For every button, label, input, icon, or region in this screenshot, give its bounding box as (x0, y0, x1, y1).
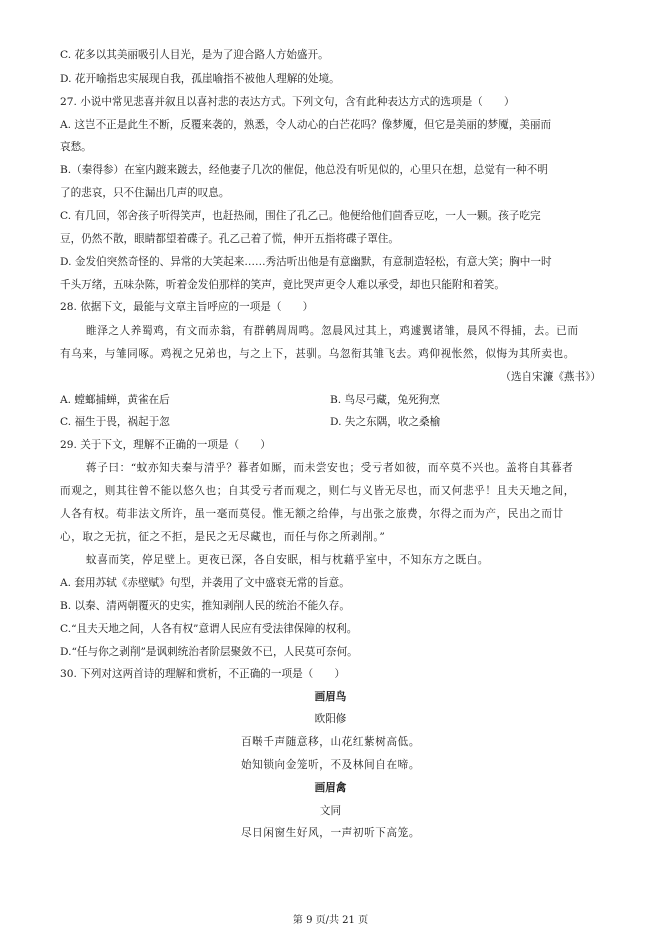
poem1-line2: 始知锁向金笼听，不及林间自在啼。 (240, 759, 421, 771)
q27-option-b-line2: 了的悲哀，只不住漏出几声的叹息。 (60, 187, 230, 199)
q27-option-b-line1: B.（秦得参）在室内踱来踱去，经他妻子几次的催促，他总没有听见似的，心里只在想，总觉有一种不明 (60, 164, 548, 176)
poem2-title: 画眉禽 (314, 782, 347, 794)
q27-option-a-line2: 哀愁。 (60, 141, 92, 153)
q27-option-d-line1: D. 金发伯突然奇怪的、异常的大笑起来……秀沽听出他是有意幽默，有意制造轻松，有意大笑；胸中一时 (60, 256, 552, 268)
q29-passage-line4: 心，取之无抗，征之不拒，是民之无尽藏也，而任与你之所剥削。” (60, 531, 386, 543)
page-footer: 第 9 页/共 21 页 (292, 915, 369, 926)
q28-option-d: D. 失之东隅，收之桑榆 (330, 416, 441, 428)
option-c-prev: C. 花多以其美丽吸引人目光，是为了迎合路人方始盛开。 (60, 49, 329, 61)
question-30: 30. 下列对这两首诗的理解和赏析，不正确的一项是（ ） (60, 668, 346, 680)
q29-passage-line5: 蚊喜而笑，停足壁上。更夜已深，各自安眠，相与枕藉乎室中，不知东方之既白。 (86, 554, 489, 566)
question-28: 28. 依据下文，最能与文章主旨呼应的一项是（ ） (60, 301, 314, 313)
question-29: 29. 关于下文，理解不正确的一项是（ ） (60, 439, 271, 451)
option-d-prev: D. 花开喻指忠实展现自我，孤崖喻指不被他人理解的处境。 (60, 73, 340, 85)
q28-passage-line2: 有乌来，与雏同啄。鸡视之兄弟也，与之上下，甚驯。乌忽衔其雏飞去。鸡仰视怅然，似悔为其所卖也。 (60, 348, 575, 360)
poem2-line1: 尽日闲窗生好风，一声初听下高笼。 (240, 827, 421, 839)
q29-passage-line1: 蒋子曰：“蚊亦知夫秦与清乎？暮者如厮，而未尝安也；受亏者如彼，而卒莫不兴也。盖将自其暮者 (86, 462, 574, 474)
question-27: 27. 小说中常见悲喜并叙且以喜衬悲的表达方式。下列文句，含有此种表达方式的选项是（ ） (60, 96, 515, 108)
q29-option-d: D.“任与你之剥削”是讽刺统治者阶层聚敛不已，人民莫可奈何。 (60, 646, 358, 658)
q29-option-a: A. 套用苏轼《赤壁赋》句型，并袭用了文中盛衰无常的旨意。 (60, 577, 350, 589)
poem1-line1: 百啭千声随意移，山花红紫树高低。 (240, 736, 421, 748)
q29-option-c: C.“且夫天地之间，人各有权”意谓人民应有受法律保障的权利。 (60, 623, 358, 635)
q27-option-a-line1: A. 这岂不正是此生不断，反覆来袭的，熟悉，令人动心的白芒花吗？像梦魇，但它是美丽的梦魇，美丽而 (60, 119, 552, 131)
poem1-title: 画眉鸟 (314, 691, 347, 703)
q28-option-b: B. 鸟尽弓藏，兔死狗烹 (330, 394, 440, 406)
q28-passage-line1: 睢泽之人养蜀鸡，有文而赤翁，有群鹌周周鸣。忽晨风过其上，鸡遽翼诸雏，晨风不得捕，去。已而 (86, 325, 579, 337)
poem2-author: 文同 (319, 805, 342, 817)
poem1-author: 欧阳修 (314, 713, 347, 725)
q29-option-b: B. 以秦、清两朝覆灭的史实，推知剥削人民的统治不能久存。 (60, 600, 350, 612)
q28-option-c: C. 福生于畏，祸起于忽 (60, 416, 170, 428)
q28-option-a: A. 螳螂捕蝉，黄雀在后 (60, 394, 170, 406)
q28-source: （选自宋濂《燕书》） (500, 371, 601, 383)
q29-passage-line2: 而观之，则其往曾不能以悠久也；自其受亏者而观之，则仁与义皆无尽也，而又何悲乎！且夫天地之间， (60, 485, 575, 497)
q29-passage-line3: 人各有权。苟非法文所许，虽一毫而莫侵。惟无额之给俸，与出张之旅费，尔得之而为产，民出之而廿 (60, 508, 564, 520)
q27-option-c-line2: 豆，仍然不散，眼睛都望着碟子。孔乙己着了慌，伸开五指将碟子罩住。 (60, 233, 399, 245)
q27-option-d-line2: 千头万绪，五味杂陈，听着金发伯那样的笑声，竟比哭声更令人难以承受，却也只能附和着笑。 (60, 279, 505, 291)
q27-option-c-line1: C. 有几回，邻舍孩子听得笑声，也赶热闹，围住了孔乙己。他便给他们茴香豆吃，一人一颗。孩子吃完 (60, 210, 541, 222)
